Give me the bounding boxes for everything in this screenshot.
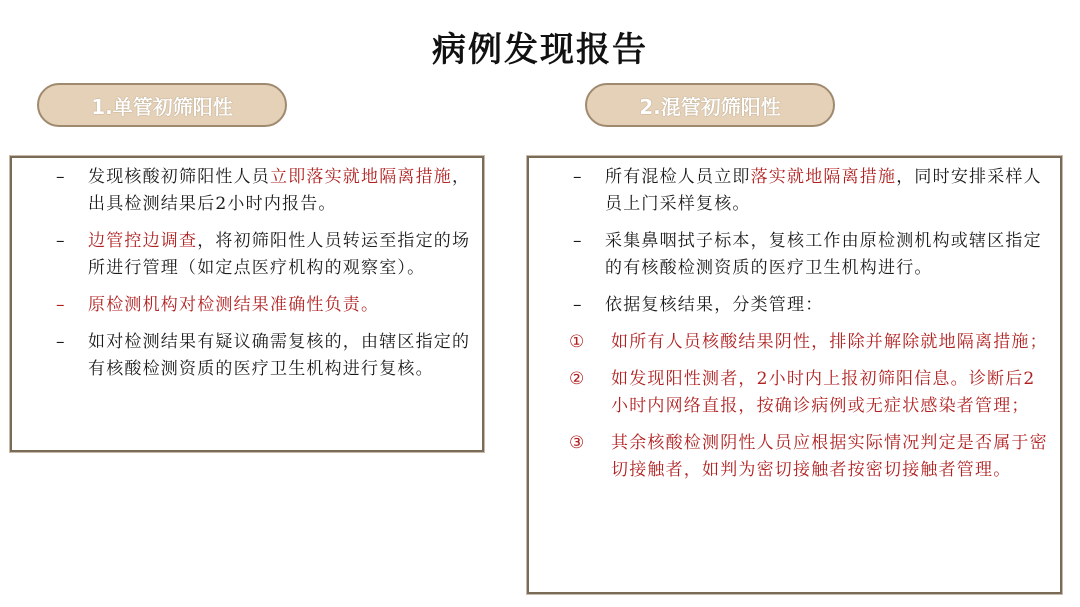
item-text-highlight: 边管控边调查 [88, 231, 198, 251]
numbered-item [569, 329, 1052, 356]
section-header-mixed-tube: 2.混管初筛阳性 [585, 83, 835, 127]
dash-bullet: – [56, 231, 66, 251]
section-header-single-tube: 1.单管初筛阳性 [37, 83, 287, 127]
right-panel [527, 156, 1062, 594]
circled-number-2: ② [569, 369, 586, 389]
numbered-item-text: 其余核酸检测阴性人员应根据实际情况判定是否属于密切接触者，如判为密切接触者按密切接触者管理。 [611, 433, 1048, 480]
list-item [52, 329, 474, 383]
item-text: ，将初筛阳性人员转运至指定的场所进行管理（如定点医疗机构的观察室）。 [88, 231, 471, 278]
numbered-item-text: 如发现阳性测者，2小时内上报初筛阳信息。诊断后2小时内网络直报，按确诊病例或无症状感染者管理； [611, 369, 1036, 416]
left-panel [10, 156, 484, 452]
list-item [569, 228, 1052, 282]
item-text: 发现核酸初筛阳性人员 [88, 167, 270, 187]
dash-bullet: – [56, 167, 66, 187]
circled-number-1: ① [569, 332, 586, 352]
item-text: ，同时安排采样人员上门采样复核。 [605, 167, 1042, 214]
item-text-highlight: 原检测机构对检测结果准确性负责。 [88, 295, 380, 315]
item-text: 采集鼻咽拭子标本，复核工作由原检测机构或辖区指定的有核酸检测资质的医疗卫生机构进行。 [605, 231, 1042, 278]
dash-bullet: – [573, 231, 583, 251]
dash-bullet: – [573, 295, 583, 315]
item-text: 如对检测结果有疑议确需复核的，由辖区指定的有核酸检测资质的医疗卫生机构进行复核。 [88, 332, 471, 379]
circled-number-3: ③ [569, 433, 586, 453]
dash-bullet: – [56, 295, 66, 315]
page-title: 病例发现报告 [432, 30, 648, 70]
numbered-item [569, 430, 1052, 484]
list-item [569, 292, 1052, 319]
list-item [52, 228, 474, 282]
dash-bullet: – [573, 167, 583, 187]
item-text: 所有混检人员立即 [605, 167, 751, 187]
list-item [52, 292, 474, 319]
numbered-item [569, 366, 1052, 420]
item-text: 依据复核结果，分类管理： [605, 295, 824, 315]
item-text: ，出具检测结果后2小时内报告。 [88, 167, 471, 214]
item-text-highlight: 立即落实就地隔离措施 [270, 167, 452, 187]
dash-bullet: – [56, 332, 66, 352]
item-text-highlight: 落实就地隔离措施 [750, 167, 897, 187]
list-item [569, 164, 1052, 218]
numbered-item-text: 如所有人员核酸结果阴性，排除并解除就地隔离措施； [611, 332, 1048, 352]
list-item [52, 164, 474, 218]
